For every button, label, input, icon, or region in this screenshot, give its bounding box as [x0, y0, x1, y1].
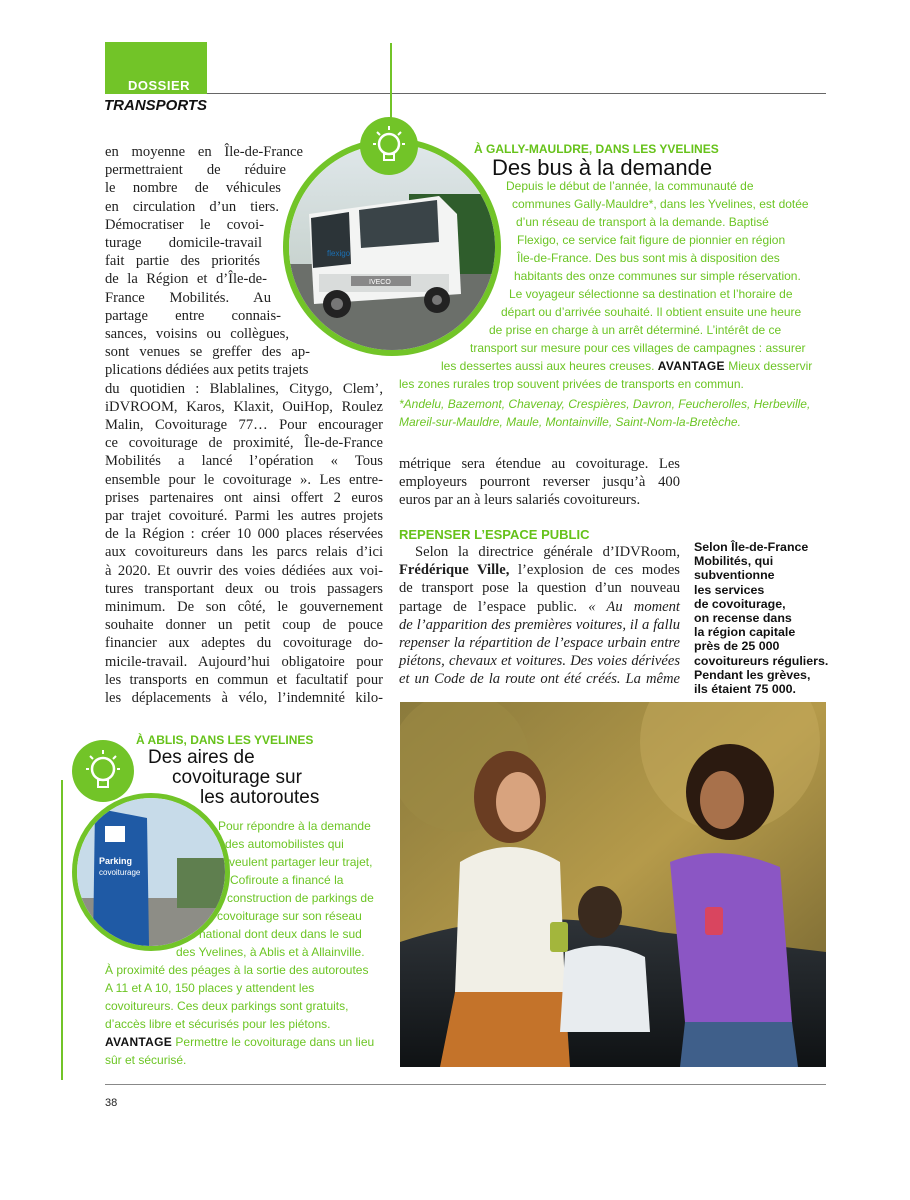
- avantage-text: sûr et sécurisé.: [105, 1053, 187, 1067]
- women-drinks-photo: [400, 702, 826, 1067]
- aside-line: près de 25 000: [694, 639, 780, 654]
- aside-line: la région capitale: [694, 625, 796, 640]
- text-line: par trajet covoituré. Parmi les autres projets: [105, 508, 383, 525]
- text-line: partage entre connais-: [105, 307, 281, 324]
- text-line: minimum. De son côté, le gouvernement: [105, 599, 383, 616]
- text-line: aux covoitureurs dans les parcs relais d’ici: [105, 544, 383, 561]
- text-line: de la Région : créer 10 000 places réservées: [105, 526, 383, 543]
- text-line: prises partenaires ont ainsi offert 2 euros: [105, 489, 383, 506]
- text-line: sances, voisins ou collègues,: [105, 326, 289, 343]
- text-line: en circulation d’un tiers.: [105, 198, 279, 215]
- repenser-text: [399, 543, 680, 689]
- text-line: Mobilités a lancé l’opération « Tous: [105, 453, 383, 470]
- text-line: souhaite donner un petit coup de pouce: [105, 617, 383, 634]
- aside-line: les services: [694, 582, 765, 597]
- quote-start: « Au moment: [577, 598, 680, 615]
- sign-text: covoiturage: [99, 868, 141, 877]
- text-line: les déplacements à vélo, l’indemnité kilo-: [105, 690, 383, 707]
- decorative-green-line: [390, 43, 392, 119]
- bus-brand-text: flexigo: [327, 249, 351, 258]
- text-line: employeurs pourront reverser jusqu’à 400: [399, 474, 680, 491]
- dossier-label: DOSSIER: [128, 78, 191, 93]
- bus-line: Flexigo, ce service fait figure de pionnier en région: [517, 233, 786, 247]
- text-line: Démocratiser le covoi-: [105, 216, 264, 233]
- text-line: en moyenne en Île-de-France: [105, 144, 303, 160]
- ablis-line: A 11 et A 10, 150 places y attendent les: [105, 981, 315, 995]
- text-line: le nombre de véhicules: [105, 180, 281, 197]
- footnote-line: *Andelu, Bazemont, Chavenay, Crespières, Davron, Feucherolles, Herbeville,: [399, 397, 811, 411]
- ablis-avantage-line: [105, 1034, 374, 1052]
- ablis-line: Pour répondre à la demande: [218, 819, 371, 833]
- text-line: Selon la directrice générale d’IDVRoom,: [415, 544, 680, 560]
- bus-line: habitants des onze communes sur simple réservation.: [514, 269, 801, 283]
- quote-line: et un Code de la route ont été créés. La même: [399, 671, 680, 688]
- ablis-line: des Yvelines, à Ablis et à Allainville.: [176, 945, 365, 959]
- text-line: ensemble pour le covoiturage ». Les entre-: [105, 471, 383, 488]
- text-line: permettraient de réduire: [105, 162, 286, 179]
- text-line: sont venues se greffer des ap-: [105, 344, 310, 361]
- ablis-line: veulent partager leur trajet,: [229, 855, 373, 869]
- text-line: micile-travail. Aujourd’hui obligatoire pour: [105, 653, 383, 670]
- text-line: France Mobilités. Au: [105, 289, 271, 306]
- ablis-box-kicker: À ABLIS, DANS LES YVELINES: [136, 733, 314, 747]
- text-line: Malin, Covoiturage 77… Pour encourager: [105, 417, 383, 434]
- avantage-text: Mieux desservir: [724, 359, 813, 373]
- bus-maker-text: IVECO: [369, 279, 391, 286]
- text-line: du quotidien : Blablalines, Citygo, Clem’,: [105, 380, 383, 397]
- page-number: 38: [105, 1097, 118, 1109]
- aside-line: covoitureurs réguliers.: [694, 653, 829, 668]
- text-line-rest: l’explosion de ces modes: [509, 562, 680, 579]
- lightbulb-icon: [360, 117, 418, 175]
- text-line: iDVROOM, Karos, Klaxit, OuiHop, Roulez: [105, 398, 383, 415]
- aside-callout: [694, 540, 834, 696]
- text-line-start: partage de l’espace public.: [399, 598, 578, 615]
- section-heading: REPENSER L’ESPACE PUBLIC: [399, 527, 590, 542]
- bus-line: communes Gally-Mauldre*, dans les Yvelines, est dotée: [512, 197, 809, 211]
- text-line: financier aux adeptes du covoiturage do-: [105, 635, 383, 652]
- avantage-text: Permettre le covoiturage dans un lieu: [172, 1035, 375, 1049]
- footnote-line: Mareil-sur-Mauldre, Maule, Montainville, Saint-Nom-la-Bretèche.: [399, 415, 741, 429]
- text-line: tures transportant deux ou trois passagers: [105, 580, 383, 597]
- text-line: [399, 561, 680, 579]
- quote-line: de l’apparition des premières voitures, il a fallu: [399, 616, 680, 633]
- section-label: TRANSPORTS: [104, 97, 208, 114]
- decorative-green-line: [61, 780, 63, 1080]
- aside-line: Selon Île-de-France: [694, 540, 809, 554]
- person-name: Frédérique Ville,: [399, 562, 510, 579]
- ablis-line: national dont deux dans le sud: [199, 927, 362, 941]
- text-line: plications dédiées aux petits trajets: [105, 362, 309, 379]
- avantage-tag: AVANTAGE: [657, 359, 725, 373]
- aside-line: Pendant les grèves,: [694, 667, 811, 682]
- bus-line: départ ou d’arrivée souhaité. Il obtient ensuite une heure: [501, 305, 802, 319]
- aside-line: ils étaient 75 000.: [694, 682, 796, 697]
- bus-line: les dessertes aussi aux heures creuses.: [441, 359, 655, 373]
- ablis-line: covoitureurs. Ces deux parkings sont gratuits,: [105, 999, 349, 1013]
- bus-line: Depuis le début de l’année, la communauté de: [506, 179, 754, 193]
- ablis-line: d’accès libre et sécurisés pour les piétons.: [105, 1017, 331, 1031]
- ablis-line: des automobilistes qui: [225, 837, 344, 851]
- ablis-line: covoiturage sur son réseau: [217, 909, 362, 923]
- aside-line: Mobilités, qui: [694, 554, 774, 569]
- avantage-tag: AVANTAGE: [105, 1035, 173, 1049]
- text-line: euros par an à leurs salariés covoitureurs.: [399, 492, 641, 509]
- lightbulb-icon: [72, 740, 134, 802]
- ablis-line: construction de parkings de: [227, 891, 374, 905]
- text-line: les transports en commun et facultatif pour: [105, 671, 383, 688]
- text-line: ce covoiturage de proximité, Île-de-France: [105, 435, 383, 452]
- bus-box-title: Des bus à la demande: [492, 155, 713, 180]
- text-line: métrique sera étendue au covoiturage. Les: [399, 456, 680, 472]
- text-line: à 2020. Et ouvrir des voies dédiées aux voi-: [105, 562, 383, 579]
- bus-avantage-line: [441, 358, 812, 376]
- footer-rule: [105, 1084, 826, 1085]
- text-line: fait partie des priorités: [105, 253, 260, 270]
- text-line: [399, 598, 680, 616]
- ablis-line: Cofiroute a financé la: [230, 873, 344, 887]
- mid-column-text: [399, 455, 680, 510]
- quote-line: piétons, chevaux et voitures. Des voies dérivées: [399, 653, 680, 670]
- bus-box-kicker: À GALLY-MAULDRE, DANS LES YVELINES: [474, 142, 719, 156]
- quote-line: repenser la répartition de l’espace urbain entre: [399, 635, 680, 652]
- header-rule: [207, 93, 826, 94]
- aside-line: on recense dans: [694, 611, 792, 626]
- title-line: Des aires de: [148, 747, 255, 768]
- avantage-text: les zones rurales trop souvent privées de transports en commun.: [399, 377, 744, 391]
- text-line: de la Région et d’Île-de-: [105, 271, 267, 288]
- ablis-line: À proximité des péages à la sortie des autoroutes: [105, 963, 369, 977]
- title-line: les autoroutes: [200, 787, 320, 808]
- aside-line: subventionne: [694, 568, 775, 583]
- bus-line: d’un réseau de transport à la demande. Baptisé: [516, 215, 769, 229]
- title-line: covoiturage sur: [172, 767, 302, 788]
- bus-line: transport sur mesure pour ces villages de campagnes : assurer: [470, 341, 806, 355]
- ablis-box-title: [148, 748, 319, 808]
- text-line: turage domicile-travail: [105, 235, 262, 252]
- bus-line: de prise en charge à un arrêt déterminé. L’intérêt de ce: [489, 323, 782, 337]
- bus-line: Île-de-France. Des bus sont mis à disposition des: [517, 251, 780, 265]
- text-line: de transport pose la question d’un nouveau: [399, 580, 680, 597]
- sign-text: Parking: [99, 856, 133, 866]
- bus-line: Le voyageur sélectionne sa destination et l’horaire de: [509, 287, 793, 301]
- aside-line: de covoiturage,: [694, 596, 786, 611]
